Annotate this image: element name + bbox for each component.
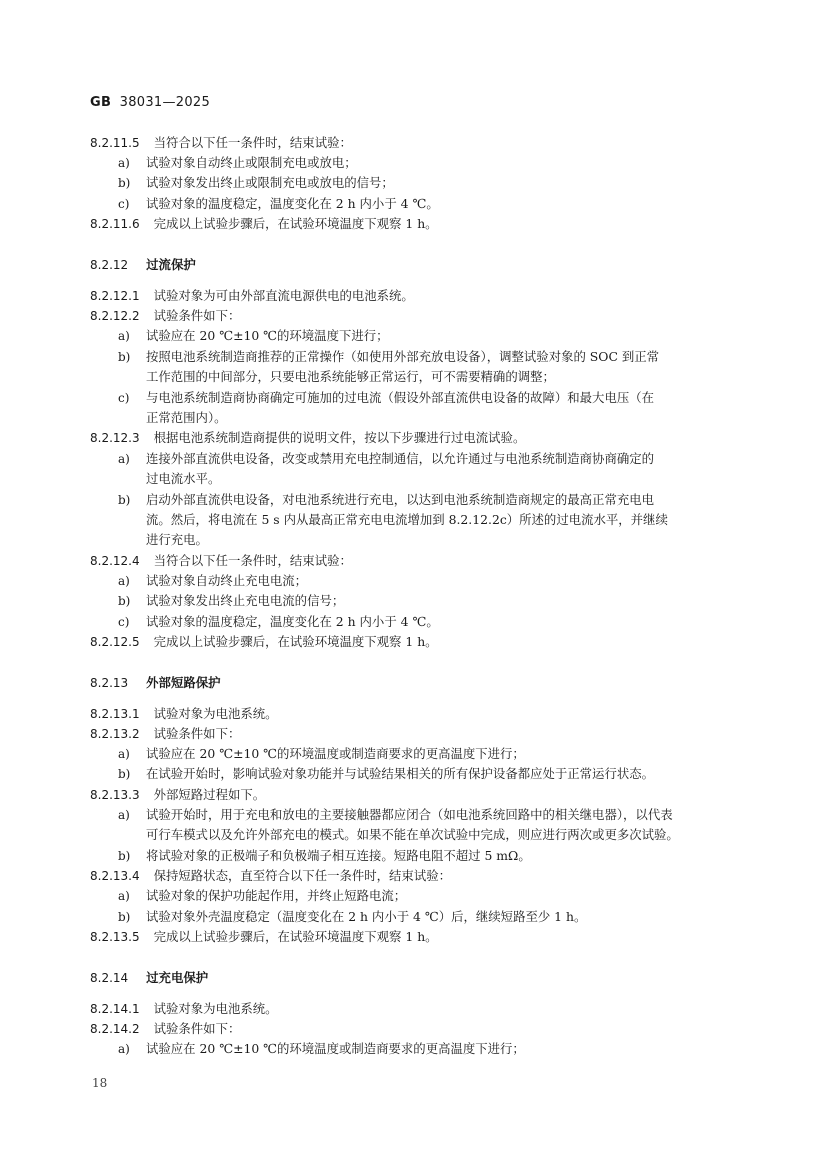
list-item-text: 按照电池系统制造商推荐的正常操作（如使用外部充放电设备），调整试验对象的 SOC 到正常 xyxy=(146,349,660,364)
list-marker: a) xyxy=(118,747,130,761)
clause-number: 8.2.12.5 xyxy=(90,635,140,649)
list-item-text: 试验对象的温度稳定，温度变化在 2 h 内小于 4 ℃。 xyxy=(146,196,439,211)
list-item-text: 试验开始时，用于充电和放电的主要接触器都应闭合（如电池系统回路中的相关继电器），以代表 xyxy=(146,807,673,822)
clause-paragraph xyxy=(90,724,740,744)
list-item-text: 将试验对象的正极端子和负极端子相互连接。短路电阻不超过 5 mΩ。 xyxy=(146,848,531,863)
clause-number: 8.2.13.3 xyxy=(90,788,140,802)
section-heading xyxy=(90,968,740,988)
list-marker: a) xyxy=(118,808,130,822)
list-marker: a) xyxy=(118,889,130,903)
clause-text: 根据电池系统制造商提供的说明文件，按以下步骤进行过电流试验。 xyxy=(153,430,526,445)
clause-text: 试验条件如下： xyxy=(153,1021,241,1036)
continuation-text: 正常范围内）。 xyxy=(146,410,227,425)
clause-number: 8.2.13.2 xyxy=(90,727,140,741)
continuation-text: 进行充电。 xyxy=(146,532,208,547)
clause-number: 8.2.12.4 xyxy=(90,554,140,568)
clause-number: 8.2.13.1 xyxy=(90,707,140,721)
list-item-text: 试验应在 20 ℃±10 ℃的环境温度或制造商要求的更高温度下进行； xyxy=(146,1041,525,1056)
clause-paragraph xyxy=(90,214,740,234)
list-marker: b) xyxy=(118,910,131,924)
list-marker: a) xyxy=(118,329,130,343)
list-item-text: 试验对象自动终止或限制充电或放电； xyxy=(146,155,357,170)
section-title: 过流保护 xyxy=(146,257,196,272)
clause-paragraph xyxy=(90,785,740,805)
continuation-text: 过电流水平。 xyxy=(146,471,221,486)
list-item-text: 试验对象发出终止充电电流的信号； xyxy=(146,593,345,608)
continuation-text: 工作范围的中间部分，只要电池系统能够正常运行，可不需要精确的调整； xyxy=(146,369,555,384)
list-marker: c) xyxy=(118,391,130,405)
clause-text: 外部短路过程如下。 xyxy=(153,787,266,802)
list-item-text: 试验对象的温度稳定，温度变化在 2 h 内小于 4 ℃。 xyxy=(146,614,439,629)
clause-number: 8.2.11.6 xyxy=(90,217,140,231)
clause-paragraph xyxy=(90,286,740,306)
list-marker: b) xyxy=(118,176,131,190)
clause-paragraph xyxy=(90,551,740,571)
document-header xyxy=(90,95,210,110)
section-title: 过充电保护 xyxy=(146,970,209,985)
clause-paragraph xyxy=(90,866,740,886)
list-item-text: 试验应在 20 ℃±10 ℃的环境温度或制造商要求的更高温度下进行； xyxy=(146,746,525,761)
continuation-text: 流。然后，将电流在 5 s 内从最高正常充电电流增加到 8.2.12.2c）所述的过电流水平，并继续 xyxy=(146,512,668,527)
clause-number: 8.2.11.5 xyxy=(90,136,140,150)
list-marker: b) xyxy=(118,767,131,781)
clause-text: 完成以上试验步骤后，在试验环境温度下观察 1 h。 xyxy=(153,216,438,231)
clause-paragraph xyxy=(90,428,740,448)
continuation-text: 可行车模式以及允许外部充电的模式。如果不能在单次试验中完成，则应进行两次或更多次试验。 xyxy=(146,827,679,842)
list-marker: b) xyxy=(118,849,131,863)
section-title: 外部短路保护 xyxy=(146,675,221,690)
clause-text: 试验对象为可由外部直流电源供电的电池系统。 xyxy=(153,288,414,303)
clause-text: 试验对象为电池系统。 xyxy=(153,706,278,721)
clause-text: 试验对象为电池系统。 xyxy=(153,1001,278,1016)
list-marker: a) xyxy=(118,156,130,170)
page-number: 18 xyxy=(92,1076,108,1090)
clause-number: 8.2.13 xyxy=(90,676,129,690)
list-item-text: 试验对象外壳温度稳定（温度变化在 2 h 内小于 4 ℃）后，继续短路至少 1 h。 xyxy=(146,909,587,924)
clause-text: 完成以上试验步骤后，在试验环境温度下观察 1 h。 xyxy=(153,634,438,649)
list-marker: a) xyxy=(118,1042,130,1056)
clause-number: 8.2.14 xyxy=(90,971,129,985)
list-marker: b) xyxy=(118,493,131,507)
clause-paragraph xyxy=(90,133,740,153)
clause-number: 8.2.14.2 xyxy=(90,1022,140,1036)
clause-paragraph xyxy=(90,704,740,724)
list-marker: b) xyxy=(118,350,131,364)
clause-text: 保持短路状态，直至符合以下任一条件时，结束试验： xyxy=(153,868,451,883)
list-item-text: 试验应在 20 ℃±10 ℃的环境温度下进行； xyxy=(146,328,389,343)
standard-prefix: GB xyxy=(90,95,112,110)
clause-text: 完成以上试验步骤后，在试验环境温度下观察 1 h。 xyxy=(153,929,438,944)
clause-paragraph xyxy=(90,306,740,326)
section-heading xyxy=(90,255,740,275)
clause-number: 8.2.12.3 xyxy=(90,431,140,445)
list-marker: a) xyxy=(118,452,130,466)
clause-number: 8.2.13.5 xyxy=(90,930,140,944)
list-item-text: 启动外部直流供电设备，对电池系统进行充电，以达到电池系统制造商规定的最高正常充电电 xyxy=(146,492,655,507)
clause-paragraph xyxy=(90,999,740,1019)
clause-paragraph xyxy=(90,1019,740,1039)
clause-number: 8.2.12.1 xyxy=(90,289,140,303)
clause-paragraph xyxy=(90,927,740,947)
clause-paragraph xyxy=(90,632,740,652)
list-marker: a) xyxy=(118,574,130,588)
clause-text: 试验条件如下： xyxy=(153,726,241,741)
section-heading xyxy=(90,673,740,693)
list-item-text: 试验对象自动终止充电电流； xyxy=(146,573,308,588)
list-item-text: 连接外部直流供电设备，改变或禁用充电控制通信，以允许通过与电池系统制造商协商确定的 xyxy=(146,451,655,466)
clause-text: 试验条件如下： xyxy=(153,308,241,323)
list-item-text: 与电池系统制造商协商确定可施加的过电流（假设外部直流供电设备的故障）和最大电压（在 xyxy=(146,390,655,405)
clause-text: 当符合以下任一条件时，结束试验： xyxy=(153,135,352,150)
list-marker: c) xyxy=(118,197,130,211)
list-marker: c) xyxy=(118,615,130,629)
list-item-text: 试验对象发出终止或限制充电或放电的信号； xyxy=(146,175,394,190)
clause-number: 8.2.12 xyxy=(90,258,129,272)
list-item-text: 试验对象的保护功能起作用，并终止短路电流； xyxy=(146,888,407,903)
list-marker: b) xyxy=(118,594,131,608)
standard-number: 38031—2025 xyxy=(119,95,211,110)
clause-number: 8.2.13.4 xyxy=(90,869,140,883)
clause-number: 8.2.14.1 xyxy=(90,1002,140,1016)
clause-text: 当符合以下任一条件时，结束试验： xyxy=(153,553,352,568)
list-item-text: 在试验开始时，影响试验对象功能并与试验结果相关的所有保护设备都应处于正常运行状态。 xyxy=(146,766,655,781)
clause-number: 8.2.12.2 xyxy=(90,309,140,323)
